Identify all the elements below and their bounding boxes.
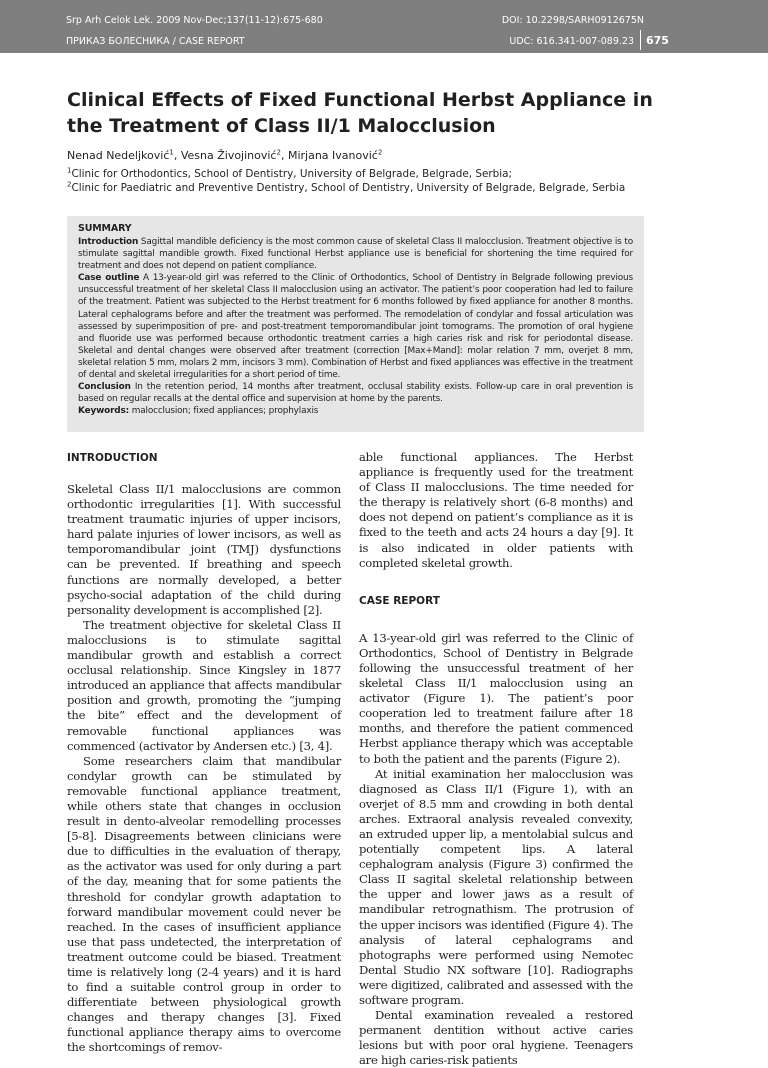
affiliation-text: Clinic for Orthodontics, School of Dentistry, University of Belgrade, Belgrade, Serbia;: [71, 168, 512, 180]
author-name: Nenad Nedeljković: [67, 149, 170, 162]
summary-heading: SUMMARY: [78, 223, 132, 234]
author-list: Nenad Nedeljković$^1$, Vesna Živojinović$^2$, Mirjana Ivanović$^2$: [67, 148, 383, 162]
affiliation-mark: 1: [67, 166, 72, 175]
summary-keywords-text: malocclusion; fixed appliances; prophylaxis: [129, 406, 319, 417]
summary-keywords: [78, 405, 633, 417]
udc: UDC: 616.341-007-089.23: [509, 36, 634, 47]
body-column-right: [359, 450, 633, 1068]
case-report-heading: CASE REPORT: [359, 594, 440, 607]
paragraph: A 13-year-old girl was referred to the Clinic of Orthodontics, School of Dentistry in Belgrade following the unsuccessful treatment of her skeletal Class II/1 malocclusion using an activator (Figure 1). The patient’s poor cooperation led to treatment failure after 18 months, and therefore the patient commenced Herbst appliance therapy which was acceptable to both the patient and the parents (Figure 2).: [359, 630, 633, 766]
paragraph: Dental examination revealed a restored permanent dentition without active caries lesions but with poor oral hygiene. Teenagers are high caries-risk patients: [359, 1008, 633, 1068]
summary-introduction-label: Introduction: [78, 237, 139, 247]
body-column-left: [67, 450, 341, 1056]
journal-header-bar: [0, 0, 768, 53]
article-title: Clinical Effects of Fixed Functional Herbst Appliance in the Treatment of Class II/1 Malocclusion: [67, 89, 653, 137]
summary-conclusion-label: Conclusion: [78, 382, 131, 393]
summary-introduction: [78, 236, 633, 272]
introduction-heading: INTRODUCTION: [67, 452, 158, 464]
page-number: 675: [646, 34, 669, 47]
author-affiliation-mark: 1: [169, 148, 174, 157]
summary-case-outline-text: A 13-year-old girl was referred to the Clinic of Orthodontics, School of Dentistry in Belgrade following previous unsuccessful treatment of her skeletal Class II malocclusion using an activator. The patient’s poor cooperation had led to failure of the treatment. Patient was subjected to the Herbst treatment for 6 months followed by fixed appliance for another 8 months. Lateral cephalograms before and after the treatment was performed. The remodelation of condylar and fossal articulation was assessed by superimposition of pre- and post-treatment temporomandibular joint tomograms. The promotion of oral hygiene and fluoride use was performed because orthodontic treatment carries a high caries risk and risk for periodontal disease. Skeletal and dental changes were observed after treatment (correction [Max+Mand]: molar relation 7 mm, overjet 8 mm, skeletal relation 5 mm, molars 2 mm, incisors 3 mm). Combination of Herbst and fixed appliances was effective in the treatment of dental and skeletal irregularities for a short period of time.: [78, 273, 633, 381]
summary-conclusion-text: In the retention period, 14 months after treatment, occlusal stability exists. Follow-up care in oral prevention is based on regular recalls at the dental office and supervision at home by the parents.: [78, 382, 633, 405]
summary-case-outline: [78, 272, 633, 381]
affiliation-text: Clinic for Paediatric and Preventive Dentistry, School of Dentistry, University of Belgrade, Belgrade, Serbia: [71, 182, 626, 194]
summary-case-outline-label: Case outline: [78, 273, 140, 284]
paragraph: At initial examination her malocclusion was diagnosed as Class II/1 (Figure 1), with an overjet of 8.5 mm and crowding in both dental arches. Extraoral analysis revealed convexity, an extruded upper lip, a mentolabial sulcus and potentially competent lips. A lateral cephalogram analysis (Figure 3) confirmed the Class II sagital skeletal relationship between the upper and lower jaws as a result of mandibular retrognathism. The protrusion of the upper incisors was identified (Figure 4). The analysis of lateral cephalograms and photographs were performed using Nemotec Dental Studio NX software [10]. Radiographs were digitized, calibrated and assessed with the software program.: [359, 766, 633, 1007]
author-name: Vesna Živojinović: [180, 149, 277, 162]
summary-box: [67, 216, 644, 432]
summary-keywords-label: Keywords:: [78, 406, 130, 417]
author-name: Mirjana Ivanović: [287, 149, 378, 162]
author-affiliation-mark: 2: [276, 148, 281, 157]
summary-introduction-text: Sagittal mandible deficiency is the most common cause of skeletal Class II malocclusion. Treatment objective is to stimulate sagittal mandible growth. Fixed functional Herbst appliance use is beneficial for shortening the time required for treatment and does not depend on patient compliance.: [78, 237, 633, 272]
affiliation-1: [67, 168, 512, 180]
author-affiliation-mark: 2: [377, 148, 383, 157]
paragraph: Some researchers claim that mandibular condylar growth can be stimulated by removable functional appliance treatment, while others state that changes in occlusion result in dento-alveolar remodelling processes [5-8]. Disagreements between clinicians were due to difficulties in the evaluation of therapy, as the activator was used for only during a part of the day, meaning that for some patients the threshold for condylar growth adaptation to forward mandibular movement could never be reached. In the cases of insufficient appliance use that pass undetected, the interpretation of treatment outcome could be biased. Treatment time is relatively long (2-4 years) and it is hard to find a suitable control group in order to differentiate between physiological growth changes and therapy changes [3]. Fixed functional appliance therapy aims to overcome the shortcomings of remov-: [67, 753, 341, 1055]
paragraph: The treatment objective for skeletal Class II malocclusions is to stimulate sagittal mandibular growth and establish a correct occlusal relationship. Since Kingsley in 1877 introduced an appliance that affects mandibular position and growth, promoting the “jumping the bite” effect and the development of removable functional appliances was commenced (activator by Andersen etc.) [3, 4].: [67, 617, 341, 753]
affiliation-mark: 2: [67, 180, 72, 189]
paragraph: able functional appliances. The Herbst appliance is frequently used for the treatment of Class II malocclusions. The time needed for the therapy is relatively short (6-8 months) and does not depend on patient’s compliance as it is fixed to the teeth and acts 24 hours a day [9]. It is also indicated in older patients with completed skeletal growth.: [359, 450, 633, 570]
header-divider: [640, 30, 641, 50]
doi[interactable]: DOI: 10.2298/SARH0912675N: [501, 15, 644, 26]
journal-citation: Srp Arh Celok Lek. 2009 Nov-Dec;137(11-12):675-680: [66, 15, 323, 26]
affiliation-2: [67, 182, 625, 194]
paragraph: Skeletal Class II/1 malocclusions are common orthodontic irregularities [1]. With successful treatment traumatic injuries of upper incisors, hard palate injuries of lower incisors, as well as temporomandibular joint (TMJ) dysfunctions can be prevented. If breathing and speech functions are normally developed, a better psycho-social adaptation of the child during personality development is accomplished [2].: [67, 482, 341, 617]
article-section: ПРИКАЗ БОЛЕСНИКА / CASE REPORT: [66, 36, 245, 47]
summary-conclusion: [78, 381, 633, 405]
